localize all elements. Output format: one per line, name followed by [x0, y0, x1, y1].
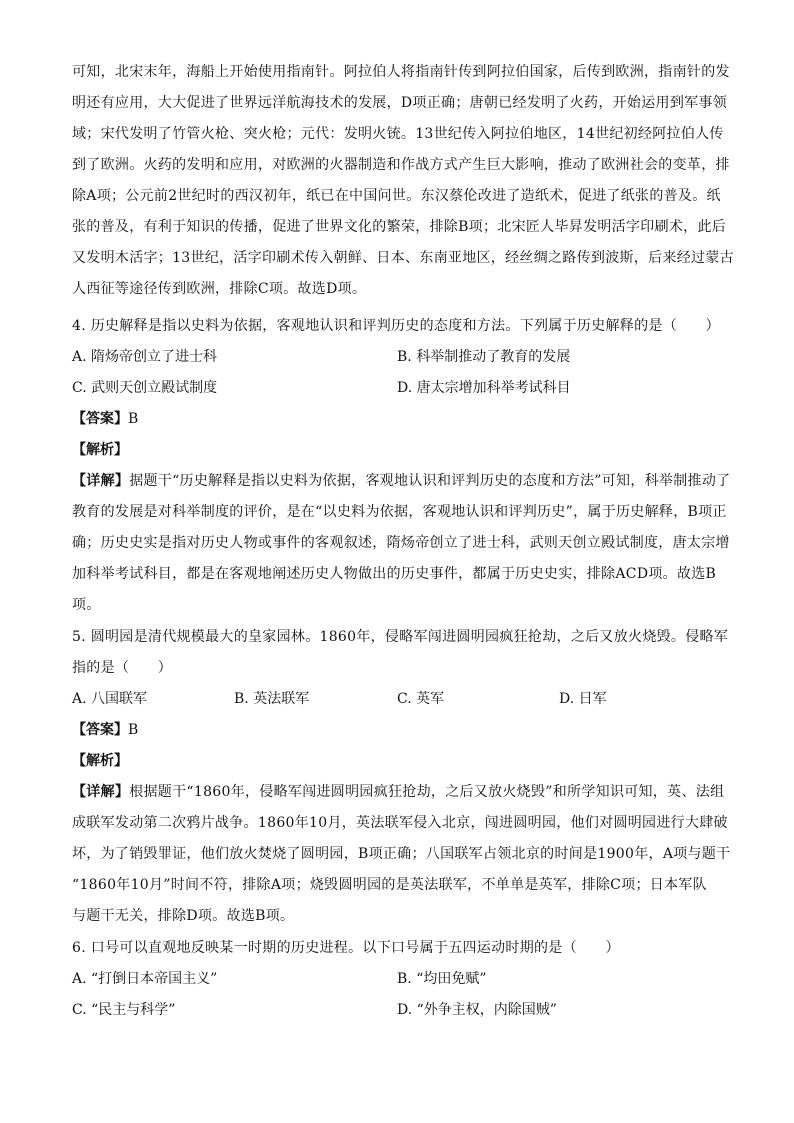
text-line: 确；历史史实是指对历史人物或事件的客观叙述，隋炀帝创立了进士科，武则天创立殿试制度，唐太宗增 — [72, 535, 730, 551]
text-line: 教育的发展是对科举制度的评价，是在“以史料为依据，客观地认识和评判历史”，属于历史解释，B项正 — [72, 504, 727, 520]
analysis-tag: 【解析】 — [72, 442, 128, 458]
q6-option-a: A. “打倒日本帝国主义” — [72, 971, 218, 987]
q4-option-d: D. 唐太宗增加科举考试科目 — [397, 380, 571, 396]
text-line: 加科举考试科目，都是在客观地阐述历史人物做出的历史事件，都属于历史史实，排除ACD项。故选B — [72, 566, 717, 582]
q4-option-a: A. 隋炀帝创立了进士科 — [72, 349, 218, 365]
answer-tag: 【答案】 — [72, 411, 128, 427]
question-stem: 4. 历史解释是指以史料为依据，客观地认识和评判历史的态度和方法。下列属于历史解释的是（ ） — [72, 318, 720, 334]
q5-option-c: C. 英军 — [397, 691, 445, 707]
q4-option-b: B. 科举制推动了教育的发展 — [397, 349, 571, 365]
question-stem: 5. 圆明园是清代规模最大的皇家园林。1860年，侵略军闯进圆明园疯狂抢劫，之后又放火烧毁。侵略军 — [72, 629, 729, 645]
text-line: 张的普及，有利于知识的传播，促进了世界文化的繁荣，排除B项；北宋匠人毕昇发明活字印刷术，此后 — [72, 219, 727, 235]
q4-option-c: C. 武则天创立殿试制度 — [72, 380, 218, 396]
answer-value: B — [128, 411, 139, 427]
text-line: 成联军发动第二次鸦片战争。1860年10月，英法联军侵入北京，闯进圆明园，他们对圆明园进行大肆破 — [72, 815, 728, 831]
text-line: 坏，为了销毁罪证，他们放火焚烧了圆明园，B项正确；八国联军占领北京的时间是1900年，A项与题干 — [72, 846, 731, 862]
answer-tag: 【答案】 — [72, 722, 128, 738]
text-line: 域；宋代发明了竹管火枪、突火枪；元代：发明火铳。13世纪传入阿拉伯地区，14世纪初经阿拉伯人传 — [72, 126, 724, 142]
q5-analysis-heading — [72, 746, 128, 777]
q5-answer — [72, 715, 138, 746]
text-line: 人西征等途径传到欧洲，排除C项。故选D项。 — [72, 281, 367, 297]
analysis-tag: 【解析】 — [72, 753, 128, 769]
text-line: 可知，北宋末年，海船上开始使用指南针。阿拉伯人将指南针传到阿拉伯国家，后传到欧洲，指南针的发 — [72, 64, 730, 80]
text-line: 又发明木活字；13世纪，活字印刷术传入朝鲜、日本、东南亚地区，经丝绸之路传到波斯，后来经过蒙古 — [72, 250, 734, 266]
text-line: 【详解】据题干“历史解释是指以史料为依据，客观地认识和评判历史的态度和方法”可知，科举制推动了 — [72, 473, 731, 489]
q6-option-c: C. “民主与科学” — [72, 1002, 176, 1018]
answer-value: B — [128, 722, 139, 738]
q5-option-d: D. 日军 — [559, 691, 607, 707]
question-4-stem — [72, 311, 722, 342]
detail-tag: 【详解】 — [72, 473, 130, 489]
question-6-stem — [72, 933, 722, 964]
q6-option-d: D. “外争主权，内除国贼” — [397, 1002, 557, 1018]
text-line: 明还有应用，大大促进了世界远洋航海技术的发展，D项正确；唐朝已经发明了火药，开始运用到军事领 — [72, 95, 728, 111]
question-stem: 指的是（ ） — [72, 660, 173, 676]
q6-option-b: B. “均田免赋” — [397, 971, 487, 987]
text-line: “1860年10月”时间不符，排除A项；烧毁圆明园的是英法联军，不单单是英军，排除C项；日本军队 — [72, 877, 707, 893]
q5-detail — [72, 777, 731, 932]
question-5-stem — [72, 622, 729, 684]
q5-option-b: B. 英法联军 — [234, 691, 310, 707]
text-line: 【详解】根据题干“1860年，侵略军闯进圆明园疯狂抢劫，之后又放火烧毁”和所学知识可知，英、法组 — [72, 784, 725, 800]
text-line: 到了欧洲。火药的发明和应用，对欧洲的火器制造和作战方式产生巨大影响，推动了欧洲社会的变革，排 — [72, 157, 730, 173]
detail-tag: 【详解】 — [72, 784, 130, 800]
prev-explanation — [72, 57, 734, 305]
text-line: 项。 — [72, 597, 101, 613]
q5-option-a: A. 八国联军 — [72, 691, 148, 707]
text-line: 除A项；公元前2世纪时的西汉初年，纸已在中国问世。东汉蔡伦改进了造纸术，促进了纸张的普及。纸 — [72, 188, 721, 204]
question-stem: 6. 口号可以直观地反映某一时期的历史进程。以下口号属于五四运动时期的是（ ） — [72, 940, 620, 956]
q4-detail — [72, 466, 731, 621]
q4-answer — [72, 404, 138, 435]
text-line: 与题干无关，排除D项。故选B项。 — [72, 908, 295, 924]
q4-analysis-heading — [72, 435, 128, 466]
